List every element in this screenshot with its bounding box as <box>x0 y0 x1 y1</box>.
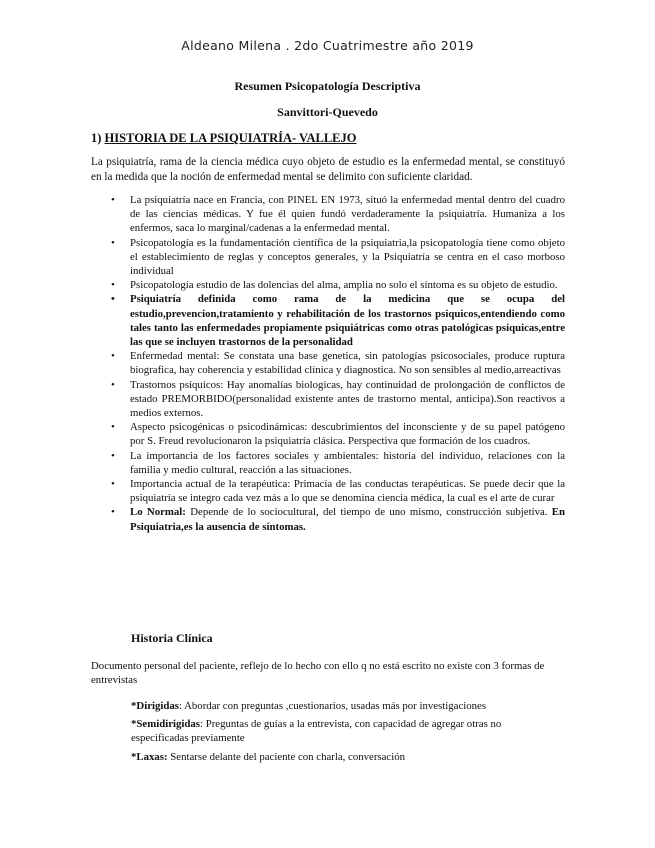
section-number: 1) <box>91 131 102 145</box>
interview-type-label: *Semidirigidas <box>131 718 200 731</box>
list-item <box>108 292 565 349</box>
interview-type-text: : Preguntas de guías a la entrevista, con capacidad de agregar otras no especificadas previamente <box>131 718 502 745</box>
bullet-list <box>108 193 565 534</box>
interview-type-text: : Abordar con preguntas ,cuestionarios, usadas más por investigaciones <box>179 700 487 712</box>
list-item <box>108 449 565 477</box>
lo-normal-label: Lo Normal: <box>130 506 186 519</box>
bullet-icon: • <box>111 293 115 306</box>
list-item-text: Psicopatología es la fundamentación científica de la psiquiatria,la psicopatología tiene como objeto el establecimiento de reglas y conceptos generales, y la Psiquiatría se centra en el caso morboso individual <box>130 236 565 278</box>
list-item-text: La psiquiatría nace en Francia, con PINEL EN 1973, situó la enfermedad mental dentro del cuadro de las ciencias médicas. Y fue él quien fundó verdaderamente la psiquiatría. Humaniza a los enfermos, saca lo marginal/cadenas a la enfermedad mental. <box>130 194 565 235</box>
historia-clinica-description: Documento personal del paciente, reflejo de lo hecho con ello q no está escrito no existe con 3 formas de entrevistas <box>91 660 545 687</box>
list-item <box>108 349 565 377</box>
list-item-text: Enfermedad mental: Se constata una base genetica, sin patologías psicosociales, produce ruptura biografica, hay coherencia y estabilidad clínica y diagnostica. No son sensibles al medio,arreactivas <box>130 350 565 377</box>
list-item <box>108 236 565 279</box>
list-item-text: Psicopatología estudio de las dolencias del alma, amplia no solo el síntoma es su objeto de estudio. <box>130 279 558 292</box>
document-title: Resumen Psicopatología Descriptiva <box>234 79 421 93</box>
interview-type-label: *Dirigidas <box>131 700 179 712</box>
list-item-text: Psiquiatría definida como rama de la medicina que se ocupa del estudio,prevencion,tratamiento y rehabilitación de los trastornos psiquicos,entendiendo como tales tanto las enfermedades propiamente psiquiátricas como otras patológicas psiquicas,entre las que se incluyen trastornos de la personalidad <box>130 293 565 349</box>
intro-paragraph: La psiquiatría, rama de la ciencia médica cuyo objeto de estudio es la enfermedad mental, se constituyó en la medida que la noción de enfermedad mental se delimito con suficiente claridad. <box>91 156 565 183</box>
interview-type <box>131 699 561 713</box>
interview-type <box>131 717 561 745</box>
list-item <box>108 378 565 421</box>
lo-normal-text: Depende de lo sociocultural, del tiempo de uno mismo, construcción subjetiva. <box>185 506 548 519</box>
bullet-icon: • <box>111 421 115 434</box>
historia-clinica-heading: Historia Clínica <box>131 631 213 645</box>
interview-type-label: *Laxas: <box>131 750 168 763</box>
section-title: HISTORIA DE LA PSIQUIATRÍA- VALLEJO <box>104 131 357 145</box>
list-item-text: Importancia actual de la terapéutica: Primacía de las conductas terapéuticas. Se puede decir que la psiquiatría se integro cada vez más a lo que se denomina ciencia médica, la cual es el arte de curar <box>130 478 565 505</box>
page-header: Aldeano Milena . 2do Cuatrimestre año 2019 <box>181 38 474 53</box>
section-heading <box>91 131 356 146</box>
lo-normal-emphasis: En Psiquiatria,es la ausencia de síntomas. <box>130 506 565 533</box>
interview-type <box>131 750 561 764</box>
bullet-icon: • <box>111 478 115 491</box>
bullet-icon: • <box>111 236 115 249</box>
bullet-icon: • <box>111 506 115 519</box>
list-item-text: Aspecto psicogénicas o psicodinámicas: descubrimientos del inconsciente y de su papel patógeno por S. Freud revolucionaron la psiquiatría clásica. Perspectiva que formación de los cuadros. <box>130 421 565 448</box>
bullet-icon: • <box>111 350 115 363</box>
list-item <box>108 420 565 448</box>
bullet-icon: • <box>111 449 115 462</box>
interview-types <box>131 699 561 768</box>
list-item <box>108 193 565 236</box>
list-item <box>108 477 565 505</box>
list-item-lo-normal <box>108 505 565 533</box>
bullet-icon: • <box>111 279 115 292</box>
list-item <box>108 278 565 292</box>
list-item-text: Trastornos psíquicos: Hay anomalías biologicas, hay continuidad de prolongación de conflictos de estado PREMORBIDO(personalidad existente antes de trastorno mental, anticipa).Son reactivos a medios externos. <box>130 378 565 420</box>
bullet-icon: • <box>111 378 115 391</box>
list-item-text: La importancia de los factores sociales y ambientales: historia del individuo, relaciones con la familia y medio cultural, reacción a las situaciones. <box>130 449 565 476</box>
interview-type-text: Sentarse delante del paciente con charla, conversación <box>167 750 406 763</box>
document-subtitle: Sanvittori-Quevedo <box>277 105 378 119</box>
bullet-icon: • <box>111 194 115 206</box>
